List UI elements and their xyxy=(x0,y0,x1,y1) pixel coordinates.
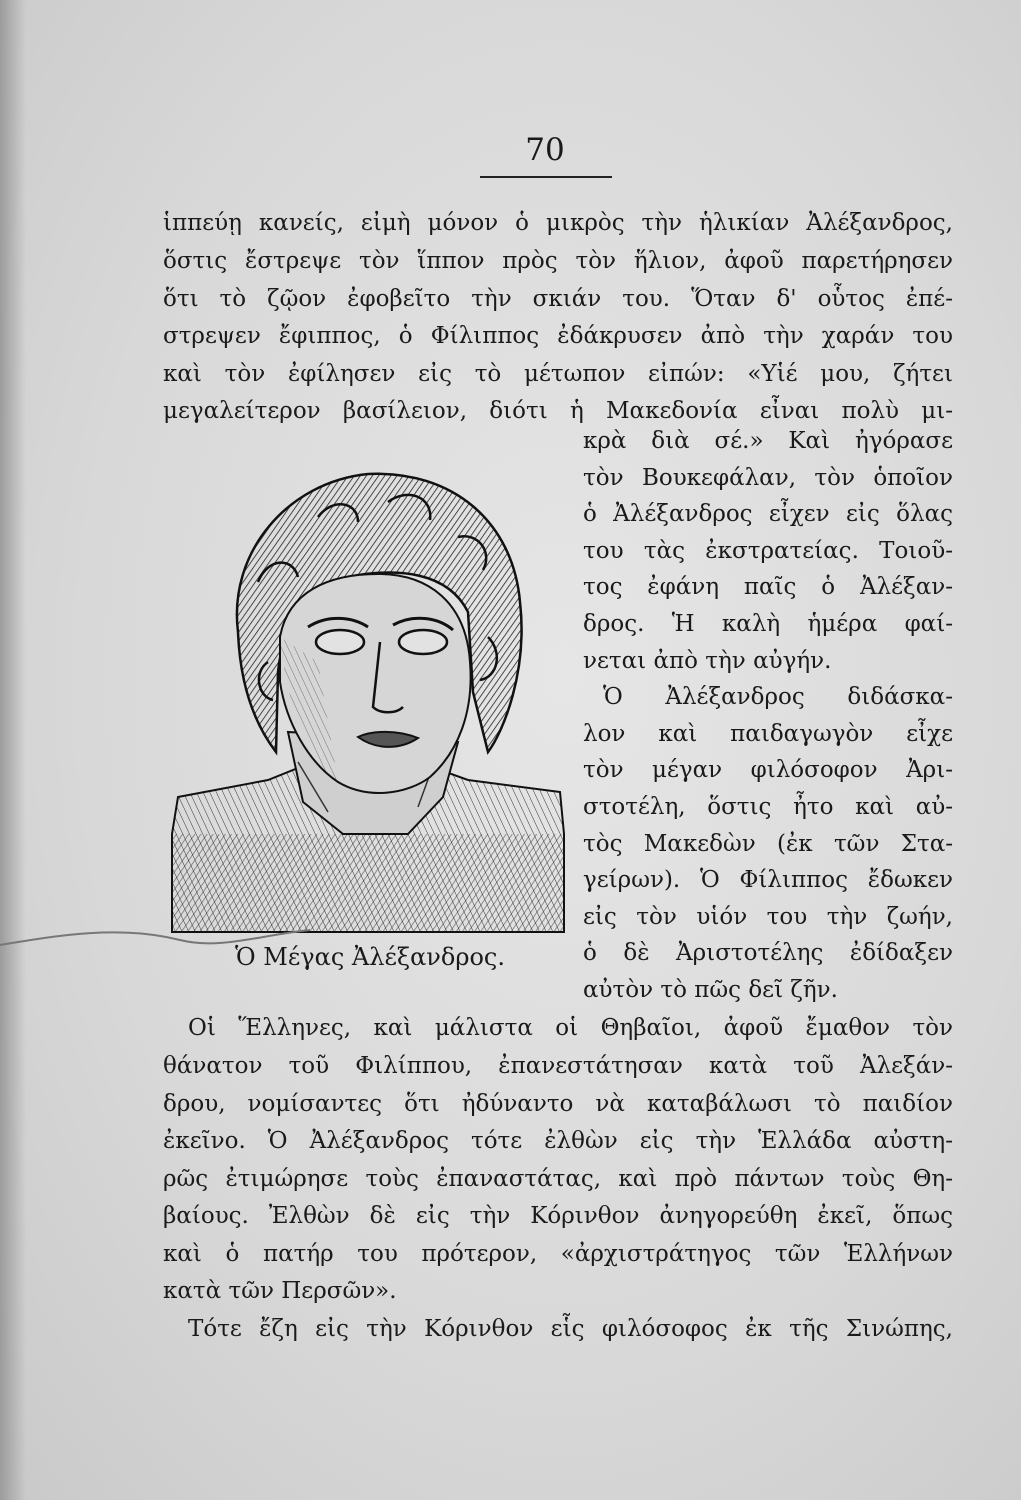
side-text-line: κρὰ διὰ σέ.» Καὶ ἠγόρασε xyxy=(583,428,953,454)
side-text-line: στοτέλη, ὅστις ἦτο καὶ αὐ- xyxy=(583,794,953,820)
side-text-line: εἰς τὸν υἱόν του τὴν ζωήν, xyxy=(583,904,953,930)
side-text-line: ὁ Ἀλέξανδρος εἶχεν εἰς ὅλας xyxy=(583,501,953,527)
figure-caption: Ὁ Μέγας Ἀλέξανδρος. xyxy=(235,943,505,971)
alexander-bust-engraving-icon xyxy=(168,462,568,940)
side-text-line: δρος. Ἡ καλὴ ἡμέρα φαί- xyxy=(583,611,953,637)
text-line: ὅτι τὸ ζῷον ἐφοβεῖτο τὴν σκιάν του. Ὅταν δ' οὗτος ἐπέ- xyxy=(163,286,953,312)
paper-crease-mark xyxy=(0,905,310,965)
page-number-rule xyxy=(480,176,612,178)
text-line: δρου, νομίσαντες ὅτι ἠδύναντο νὰ καταβάλωσι τὸ παιδίον xyxy=(163,1091,953,1117)
side-text-line: τὸς Μακεδὼν (ἐκ τῶν Στα- xyxy=(583,831,953,857)
side-text-line: νεται ἀπὸ τὴν αὐγήν. xyxy=(583,648,832,674)
side-text-line: τος ἐφάνη παῖς ὁ Ἀλέξαν- xyxy=(583,574,953,600)
text-line: ἐκεῖνο. Ὁ Ἀλέξανδρος τότε ἐλθὼν εἰς τὴν Ἑλλάδα αὐστη- xyxy=(163,1128,953,1154)
text-line: ρῶς ἐτιμώρησε τοὺς ἐπαναστάτας, καὶ πρὸ πάντων τοὺς Θη- xyxy=(163,1166,953,1192)
side-text-line: αὐτὸν τὸ πῶς δεῖ ζῆν. xyxy=(583,977,838,1003)
side-text-line: λον καὶ παιδαγωγὸν εἶχε xyxy=(583,721,953,747)
text-line: μεγαλείτερον βασίλειον, διότι ἡ Μακεδονία εἶναι πολὺ μι- xyxy=(163,398,953,424)
text-line: Τότε ἔζη εἰς τὴν Κόρινθον εἷς φιλόσοφος ἐκ τῆς Σινώπης, xyxy=(188,1316,953,1342)
side-text-line: Ὁ Ἀλέξανδρος διδάσκα- xyxy=(603,684,953,710)
text-line: βαίους. Ἐλθὼν δὲ εἰς τὴν Κόρινθον ἀνηγορεύθη ἐκεῖ, ὅπως xyxy=(163,1203,953,1229)
side-text-line: τὸν Βουκεφάλαν, τὸν ὁποῖον xyxy=(583,465,953,491)
text-line: καὶ ὁ πατήρ του πρότερον, «ἀρχιστράτηγος τῶν Ἑλλήνων xyxy=(163,1241,953,1267)
side-text-line: ὁ δὲ Ἀριστοτέλης ἐδίδαξεν xyxy=(583,940,953,966)
side-text-line: γείρων). Ὁ Φίλιππος ἔδωκεν xyxy=(583,867,953,893)
text-line: ὅστις ἔστρεψε τὸν ἵππον πρὸς τὸν ἥλιον, ἀφοῦ παρετήρησεν xyxy=(163,248,953,274)
text-line: κατὰ τῶν Περσῶν». xyxy=(163,1278,397,1304)
side-text-line: τὸν μέγαν φιλόσοφον Ἀρι- xyxy=(583,757,953,783)
side-text-line: του τὰς ἐκστρατείας. Τοιοῦ- xyxy=(583,538,953,564)
page-edge-shadow xyxy=(0,0,26,1500)
text-line: Οἱ Ἕλληνες, καὶ μάλιστα οἱ Θηβαῖοι, ἀφοῦ ἔμαθον τὸν xyxy=(188,1015,953,1041)
text-line: στρεψεν ἔφιππος, ὁ Φίλιππος ἐδάκρυσεν ἀπὸ τὴν χαράν του xyxy=(163,323,953,349)
text-line: θάνατον τοῦ Φιλίππου, ἐπανεστάτησαν κατὰ τοῦ Ἀλεξάν- xyxy=(163,1053,953,1079)
text-line: ἱππεύῃ κανείς, εἰμὴ μόνον ὁ μικρὸς τὴν ἡλικίαν Ἀλέξανδρος, xyxy=(163,210,953,236)
page-number: 70 xyxy=(525,132,565,168)
text-line: καὶ τὸν ἐφίλησεν εἰς τὸ μέτωπον εἰπών: «Υἱέ μου, ζήτει xyxy=(163,361,953,387)
